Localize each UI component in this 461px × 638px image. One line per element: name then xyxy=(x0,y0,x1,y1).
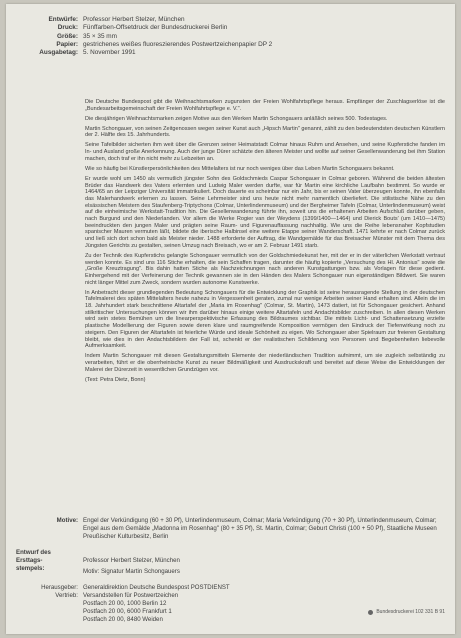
publisher-line: Postfach 20 00, 8480 Weiden xyxy=(83,615,163,623)
paragraph: Er wurde wohl um 1450 als vermutlich jüngster Sohn des Goldschmieds Caspar Schongauer in Colmar geboren. Während die beiden ältesten Brüder das Handwerk des Vaters erlernten und Ludwig Maler werden durfte, war für Martin eine kirchliche Laufbahn bestimmt. So wurde er 1464/65 an der Leipziger Universität immatrikuliert. Doch dauerte es scheinbar nur ein Jahr, bis er seinen Vater überzeugen konnte, ihn ebenfalls das Malerhandwerk erlernen zu lassen. Seine Lehrmeister sind uns heute nicht mehr namentlich überliefert. Die stilistische Nähe zu den elsässischen Meistern des Staufenberg-Triptychons (Colmar, Unterlindenmuseum) und der Bergheimer Tafeln (Colmar, Unterlindenmuseum) weist auf die einheimische Werkstatt-Tradition hin. Die Gesellenwanderung führte ihn, soweit uns die erhaltenen Arbeiten Aufschluß darüber geben, nach Burgund und den Niederlanden. Vor allem die Werke Rogier van der Weydens (1399/1400—1464) und Dierick Bouts' (um 1410—1475) beeindruckten den jungen Maler und prägten seine Raum- und Figurenauffassung nachhaltig. Wie uns die Reihe lebensnaher Kopfstudien spanischer Mauren vermuten läßt, bildete die iberische Halbinsel eine weitere Etappe seiner Wanderschaft. 1471 kehrte er nach Colmar zurück und ließ sich dort schon bald als Meister nieder. 1488 erforderte der Auftrag, die Wandgemälde für das Breisacher Münster mit dem Thema des Jüngsten Gerichts zu gestalten, seinen Umzug nach Breisach, wo er am 2. Februar 1491 starb. xyxy=(85,175,445,249)
publisher-section xyxy=(16,584,446,624)
paragraph: Seine Tafelbilder sicherten ihm weit über die Grenzen seiner Heimatstadt Colmar hinaus Ruhm und Ansehen, und seine Kupferstiche fanden im In- und Ausland große Anerkennung. Auch der junge Dürer schätzte den älteren Meister und wollte auf seiner Gesellenwanderung bei ihm Station machen, doch traf er ihn nicht mehr zu Lebzeiten an. xyxy=(85,142,445,162)
meta-label: Größe: xyxy=(57,32,78,40)
meta-value: Professor Herbert Stelzer, München xyxy=(83,16,185,23)
meta-value: Fünffarben-Offsetdruck der Bundesdruckerei Berlin xyxy=(83,24,228,32)
meta-row xyxy=(16,49,446,57)
paragraph: Wie so häufig bei Künstlerpersönlichkeiten des Mittelalters ist nur noch weniges über das Leben Martin Schongauers bekannt. xyxy=(85,165,395,172)
paragraph: Zu der Technik des Kupferstichs gelangte Schongauer vermutlich von der Goldschmiedekunst her, mit der er in der väterlichen Werkstatt vertraut werden konnte. Es sind uns 116 Stiche erhalten, die sein Schaffen tragen, darunter die häufig kopierte „Versuchung des Hl. Antonius" sowie die „Große Kreuztragung". Bis dahin hatten Stiche als Nachzeichnungen nach anderen Kunstgattungen bzw. als Vorlagen für diese gedient. Einhergehend mit der Verfeinerung der Technik gewannen sie in den Händen des Malers Schongauer nun eigenständigen Bildwert. Sie waren nicht länger Mittel zum Zweck, sondern wurden autonome Kunstwerke. xyxy=(85,252,445,286)
publisher-label xyxy=(16,584,83,624)
entwurf-text xyxy=(83,549,446,576)
publisher-label-line: Vertrieb: xyxy=(55,591,78,599)
motive-text: Engel der Verkündigung (60 + 30 Pf), Unterlindenmuseum, Colmar; Maria Verkündigung (70 + 30 Pf), Unterlindenmuseum, Colmar; Engel aus dem Gemälde „Madonna im Rosenhag" (80 + 35 Pf), St. Martin, Colmar; Geburt Christi (100 + 50 Pf), Staatliche Museen Preußischer Kulturbesitz, Berlin xyxy=(83,517,437,540)
publisher-label-line: Herausgeber: xyxy=(41,584,78,591)
info-sheet xyxy=(6,4,455,634)
meta-label: Papier: xyxy=(56,40,78,48)
entwurf-line: Motiv: Signatur Martin Schongauers xyxy=(83,567,180,575)
printer-mark xyxy=(368,609,445,615)
meta-row xyxy=(16,41,446,49)
publisher-line: Versandstellen für Postwertzeichen xyxy=(83,591,179,599)
meta-row xyxy=(16,33,446,41)
meta-label: Druck: xyxy=(57,24,78,32)
meta-value: gestrichenes weißes fluoreszierendes Postwertzeichenpapier DP 2 xyxy=(83,40,273,48)
printer-mark-text: Bundesdruckerei 102 331 B 91 xyxy=(376,609,445,615)
publisher-text xyxy=(83,584,446,624)
entwurf-label-line: Entwurf des xyxy=(16,549,51,556)
stamp-meta xyxy=(16,16,446,57)
meta-row xyxy=(16,16,446,24)
meta-value: 5. November 1991 xyxy=(83,49,136,57)
entwurf-label-line: stempels: xyxy=(16,564,45,572)
meta-row xyxy=(16,24,446,32)
paragraph: Martin Schongauer, von seinen Zeitgenossen wegen seiner Kunst auch „Hipsch Martin" genannt, zählt zu den bedeutendsten deutschen Künstlern der 2. Hälfte des 15. Jahrhunderts. xyxy=(85,125,445,139)
paragraph: In Anbetracht dieser grundlegenden Bedeutung Schongauers für die Entwicklung der Graphik ist seine herausragende Stellung in der deutschen Tafelmalerei des späten Mittelalters heute nahezu in Vergessenheit geraten, zumal nur wenige Arbeiten seiner Hand erhalten sind. Allein die im 18. Jahrhundert stark beschnittene Altartafel der „Maria im Rosenhag" (Colmar, St. Martin), 1473 datiert, ist für Schongauer gesichert. Anhand stilkritischer Untersuchungen können wir ihm darüber hinaus einige weitere Altartafeln und Andachtsbilder zuschreiben. In allen diesen Werken wird sein stetes Bemühen um die linearperspektivische Erfassung des Bildraumes sichtbar. Die mittels Licht- und Schattensetzung erzielte plastische Modellierung der Figuren sowie deren klare und raumgreifende Komposition vermögen den Eindruck der Tiefenwirkung noch zu steigern. Den Figuren der Altartafeln ist feierliche Würde und ideale Schönheit zu eigen. Wo Schongauer aber Spielraum zur freieren Gestaltung bleibt, wie dies in den Andachtsbildern der Fall ist, schenkt er der realistischen Schilderung von Personen und Begebenheiten liebevolle Aufmerksamkeit. xyxy=(85,289,445,350)
motive-label: Motive: xyxy=(56,517,78,524)
entwurf-section xyxy=(16,549,446,576)
publisher-line: Generaldirektion Deutsche Bundespost POSTDIENST xyxy=(83,584,230,591)
entwurf-label-line: Ersttags- xyxy=(16,556,43,564)
entwurf-label xyxy=(16,549,83,576)
paragraph: Indem Martin Schongauer mit diesen Gestaltungsmitteln Elemente der niederländischen Tradition aufnimmt, um sie zugleich selbständig zu verarbeiten, führt er die oberrheinische Kunst zu neuer Bildmäßigkeit und Ausdruckskraft und bereitet auf diese Weise die Entwicklungen der Malerei der Dürerzeit in wesentlichen Grundzügen vor. xyxy=(85,353,445,373)
meta-value: 35 × 35 mm xyxy=(83,32,117,40)
paragraph: Die diesjährigen Weihnachtsmarken zeigen Motive aus den Werken Martin Schongauers anläßlich seines 500. Todestages. xyxy=(85,115,388,122)
motive-section xyxy=(16,517,446,541)
publisher-line: Postfach 20 00, 1000 Berlin 12 xyxy=(83,599,167,607)
paragraph: Die Deutsche Bundespost gibt die Weihnachtsmarken zugunsten der Freien Wohlfahrtspflege heraus. Empfänger der Zuschlagserlöse ist die „Bundesarbeitsgemeinschaft der Freien Wohlfahrtspflege e. V.". xyxy=(85,99,445,112)
meta-label: Ausgabetag: xyxy=(39,49,78,57)
publisher-line: Postfach 20 00, 6000 Frankfurt 1 xyxy=(83,607,172,615)
printer-logo-icon xyxy=(368,610,373,615)
meta-label: Entwürfe: xyxy=(48,16,78,23)
entwurf-line: Professor Herbert Stelzer, München xyxy=(83,557,180,564)
text-credit: (Text: Petra Dietz, Bonn) xyxy=(85,376,146,383)
body-text xyxy=(85,99,445,383)
